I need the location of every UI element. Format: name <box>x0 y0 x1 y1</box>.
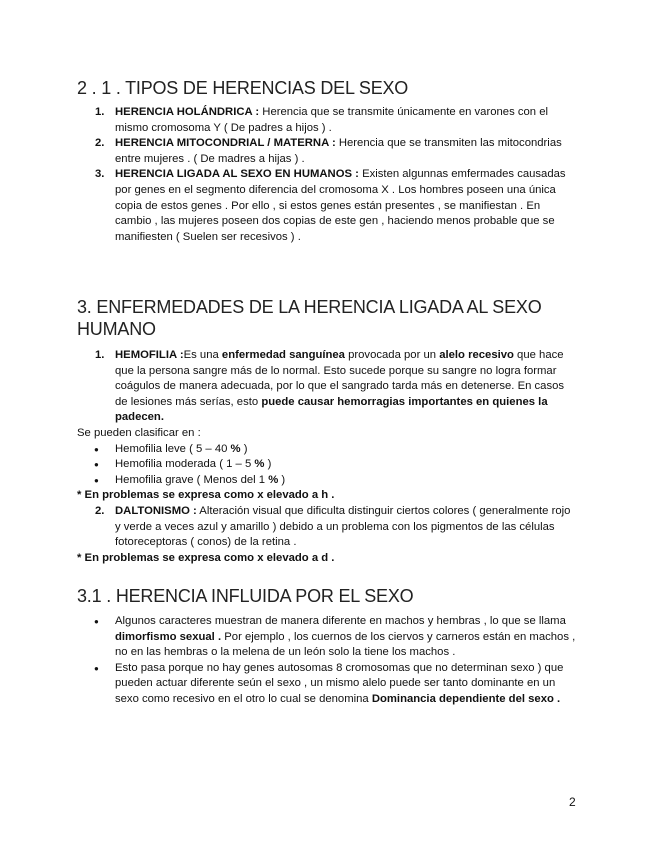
percent-sign: % <box>254 458 265 471</box>
percent-sign: % <box>268 473 279 486</box>
classify-text: Se pueden clasificar en : <box>77 426 201 439</box>
list-item <box>77 442 577 458</box>
list-item-hemofilia <box>77 348 573 426</box>
heading-3: 3. ENFERMEDADES DE LA HERENCIA LIGADA AL SEXO HUMANO <box>77 297 542 339</box>
list-item <box>77 614 577 661</box>
page-number: 2 <box>569 795 576 809</box>
list-item-daltonismo <box>77 504 577 551</box>
emphasis: enfermedad sanguínea <box>221 349 345 361</box>
list-number: 1. <box>95 349 105 361</box>
list-item <box>77 661 577 708</box>
list-item <box>77 167 573 245</box>
text: ) <box>278 473 286 486</box>
list-number: 2. <box>95 137 105 150</box>
text: ) <box>240 442 248 455</box>
text: Esto pasa porque no hay genes autosomas 8 cromosomas que no determinan sexo ) que pueden actuar diferente seún el sexo , un mismo alelo puede ser tanto dominante en un sexo como recesivo en el otro lo cual se denomina <box>115 661 564 705</box>
text: Hemofilia moderada ( 1 – 5 <box>115 458 255 471</box>
list-item <box>77 136 573 167</box>
text: Es una <box>183 349 222 361</box>
section-3-body <box>77 348 577 566</box>
definition: Herencia que se transmite únicamente en varones con el mismo cromosoma Y ( De padres a hijos ) . <box>115 106 549 134</box>
list-number: 3. <box>95 168 105 181</box>
text: Hemofilia leve ( 5 – 40 <box>115 442 231 455</box>
sex-influenced-list <box>77 614 577 708</box>
emphasis: Dominancia dependiente del sexo . <box>371 692 561 705</box>
note-d: * En problemas se expresa como x elevado a d . <box>77 551 335 564</box>
emphasis: puede causar hemorragias importantes en quienes la padecen. <box>115 395 548 424</box>
text: Algunos caracteres muestran de manera diferente en machos y hembras , lo que se llama <box>115 615 566 627</box>
list-item <box>77 457 577 473</box>
heading-2-1: 2 . 1 . TIPOS DE HERENCIAS DEL SEXO <box>77 78 409 98</box>
list-item <box>77 105 573 136</box>
term: HEMOFILIA : <box>115 349 184 361</box>
list-number: 2. <box>95 504 105 517</box>
note-h: * En problemas se expresa como x elevado a h . <box>77 489 335 502</box>
term: HERENCIA LIGADA AL SEXO EN HUMANOS : <box>115 168 359 181</box>
term: HERENCIA MITOCONDRIAL / MATERNA : <box>115 137 336 150</box>
list-item <box>77 473 577 489</box>
hemofilia-types-list <box>77 442 577 489</box>
term: HERENCIA HOLÁNDRICA : <box>115 106 260 118</box>
definition: Herencia que se transmiten las mitocondrias entre mujeres . ( De madres a hijas ) . <box>115 137 562 165</box>
definition: Existen algunnas emfermades causadas por genes en el segmento diferencia del cromosoma X . Los hombres poseen una única copia de estos genes . Por ello , si estos genes están presentes , se manifiestan . En cambio , las mujeres poseen dos copias de este gen , haciendo menos probable que se manifiesten ( Suelen ser recesivos ) . <box>115 168 566 243</box>
text: Hemofilia grave ( Menos del 1 <box>115 473 269 486</box>
term: DALTONISMO : <box>115 504 197 517</box>
definition: Alteración visual que dificulta distinguir ciertos colores ( generalmente rojo y verde a veces azul y amarillo ) debido a un problema con los pigmentos de las células fotoreceptoras ( conos) de la retina . <box>115 504 571 549</box>
inheritance-types-list <box>77 105 573 245</box>
percent-sign: % <box>230 442 241 455</box>
text: que hace que la persona sangre más de lo normal. Esto sucede porque su sangre no logra formar coágulos de manera adecuada, por lo que el sangrado tarda más en detenerse. En casos de lesiones más serías, esto <box>115 349 565 408</box>
text: ) <box>264 458 272 471</box>
emphasis: alelo recesivo <box>439 349 514 361</box>
heading-3-1: 3.1 . HERENCIA INFLUIDA POR EL SEXO <box>77 586 414 606</box>
emphasis: dimorfismo sexual . <box>115 630 222 643</box>
text: Por ejemplo , los cuernos de los ciervos y carneros están en machos , no en las hembras o la melena de un león solo la tiene los machos . <box>115 630 576 659</box>
text: provocada por un <box>344 349 440 361</box>
list-number: 1. <box>95 106 105 118</box>
